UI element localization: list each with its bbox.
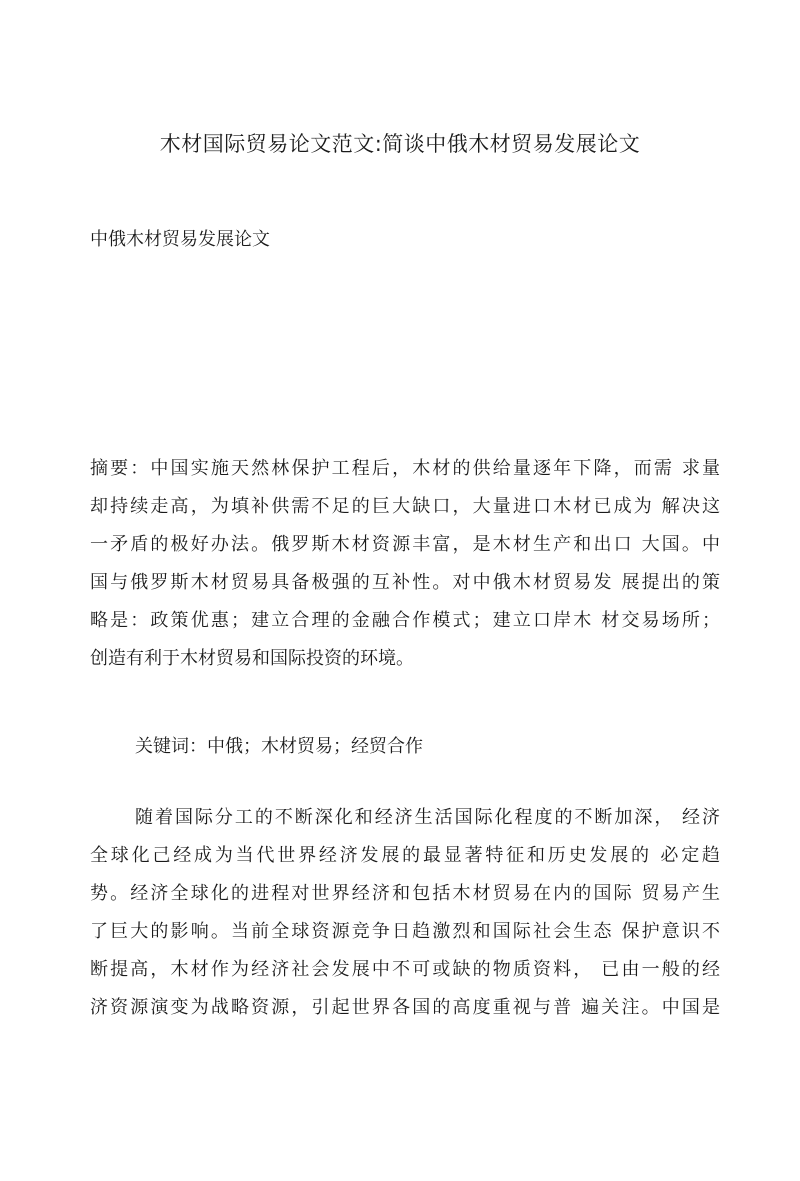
keywords-line: 关键词：中俄；木材贸易；经贸合作 <box>135 736 423 757</box>
paragraph-line: 全球化己经成为当代世界经济发展的最显著特征和历史发展的 必定趋 <box>90 845 720 866</box>
abstract-line: 却持续走高，为填补供需不足的巨大缺口，大量进口木材已成为 解决这 <box>90 496 720 517</box>
abstract-line: 一矛盾的极好办法。俄罗斯木材资源丰富，是木材生产和出口 大国。中 <box>90 534 720 555</box>
abstract-line: 创造有利于木材贸易和国际投资的环境。 <box>90 648 414 669</box>
paragraph-line: 了巨大的影响。当前全球资源竞争日趋激烈和国际社会生态 保护意识不 <box>90 921 720 942</box>
abstract-line: 略是：政策优惠；建立合理的金融合作模式；建立口岸木 材交易场所； <box>90 610 720 631</box>
paragraph-line: 断提高，木材作为经济社会发展中不可或缺的物质资料， 已由一般的经 <box>90 959 720 980</box>
abstract-line: 摘要：中国实施天然林保护工程后，木材的供给量逐年下降，而需 求量 <box>90 458 720 479</box>
abstract-line: 国与俄罗斯木材贸易具备极强的互补性。对中俄木材贸易发 展提出的策 <box>90 572 720 593</box>
document-subtitle: 中俄木材贸易发展论文 <box>90 229 270 250</box>
paragraph-line: 济资源演变为战略资源，引起世界各国的高度重视与普 遍关注。中国是 <box>90 997 720 1018</box>
body-paragraph-1 <box>90 799 720 1027</box>
paragraph-line: 随着国际分工的不断深化和经济生活国际化程度的不断加深， 经济 <box>135 807 720 828</box>
paragraph-line: 势。经济全球化的进程对世界经济和包括木材贸易在内的国际 贸易产生 <box>90 883 720 904</box>
document-title: 木材国际贸易论文范文:简谈中俄木材贸易发展论文 <box>159 132 641 156</box>
abstract-paragraph <box>90 450 720 678</box>
